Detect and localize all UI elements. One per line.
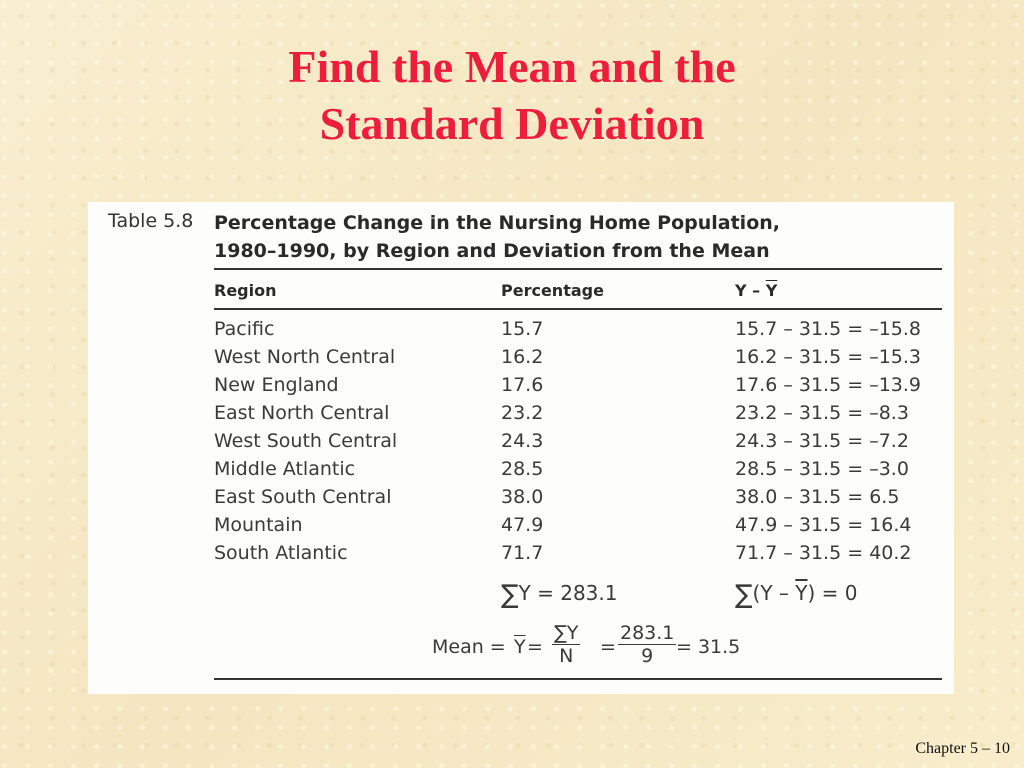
header-region: Region (214, 281, 277, 300)
caption-line-1: Percentage Change in the Nursing Home Population, (214, 212, 780, 234)
title-line-2: Standard Deviation (319, 98, 705, 149)
mean-ybar: $\overline{Y}$ (514, 636, 526, 658)
region-cell: South Atlantic (214, 542, 348, 564)
table-row (88, 430, 954, 458)
table-caption (214, 209, 780, 265)
region-cell: East North Central (214, 402, 390, 424)
table-row (88, 318, 954, 346)
deviation-cell: 47.9 – 31.5 = 16.4 (735, 514, 912, 536)
deviation-cell: 16.2 – 31.5 = –15.3 (735, 346, 921, 368)
region-cell: Middle Atlantic (214, 458, 356, 480)
table-row (88, 402, 954, 430)
mean-label: Mean = (432, 636, 506, 658)
sum-deviation-close: ) = 0 (807, 581, 858, 605)
mean-eq2: = (600, 636, 616, 658)
deviation-cell: 24.3 – 31.5 = –7.2 (735, 430, 909, 452)
region-cell: Pacific (214, 318, 275, 340)
region-cell: Mountain (214, 514, 303, 536)
table-number: Table 5.8 (108, 210, 194, 232)
sum-deviation (735, 580, 857, 610)
fraction-numerator: 283.1 (620, 622, 675, 644)
percentage-cell: 17.6 (501, 374, 544, 396)
fraction-numerator: ∑Y (554, 622, 579, 644)
table-bottom-rule (214, 678, 942, 680)
table-row (88, 458, 954, 486)
deviation-cell: 71.7 – 31.5 = 40.2 (735, 542, 912, 564)
header-rule (214, 308, 942, 310)
mean-fraction-symbolic (552, 622, 580, 667)
sum-deviation-open: (Y – (752, 581, 796, 605)
table-figure (88, 202, 954, 694)
fraction-denominator: 9 (641, 645, 654, 667)
title-line-1: Find the Mean and the (288, 41, 736, 92)
sum-deviation-ybar: $\overline{Y}$ (795, 581, 808, 605)
region-cell: West North Central (214, 346, 396, 368)
slide-footer: Chapter 5 – 10 (915, 740, 1010, 757)
region-cell: West South Central (214, 430, 398, 452)
slide-title (0, 38, 1024, 152)
sum-percentage (501, 580, 617, 610)
caption-line-2: 1980–1990, by Region and Deviation from the Mean (214, 240, 770, 262)
percentage-cell: 16.2 (501, 346, 544, 368)
header-percentage: Percentage (501, 281, 604, 300)
table-row (88, 374, 954, 402)
deviation-cell: 28.5 – 31.5 = –3.0 (735, 458, 909, 480)
percentage-cell: 38.0 (501, 486, 544, 508)
table-row (88, 346, 954, 374)
percentage-cell: 47.9 (501, 514, 544, 536)
fraction-denominator: N (559, 645, 574, 667)
table-row (88, 514, 954, 542)
deviation-cell: 17.6 – 31.5 = –13.9 (735, 374, 921, 396)
deviation-cell: 15.7 – 31.5 = –15.8 (735, 318, 921, 340)
mean-formula (432, 622, 752, 682)
region-cell: New England (214, 374, 339, 396)
sigma-symbol: ∑ (735, 580, 753, 610)
sum-percentage-expr: Y = 283.1 (518, 581, 618, 605)
deviation-cell: 38.0 – 31.5 = 6.5 (735, 486, 900, 508)
mean-fraction-numeric (618, 622, 676, 667)
mean-eq1: = (527, 636, 543, 658)
header-deviation: Y – $\overline{Y}$ (735, 281, 778, 300)
percentage-cell: 15.7 (501, 318, 544, 340)
percentage-cell: 28.5 (501, 458, 544, 480)
percentage-cell: 24.3 (501, 430, 544, 452)
table-row (88, 486, 954, 514)
table-top-rule (214, 268, 942, 270)
region-cell: East South Central (214, 486, 392, 508)
sigma-symbol: ∑ (501, 580, 519, 610)
deviation-cell: 23.2 – 31.5 = –8.3 (735, 402, 909, 424)
table-row (88, 542, 954, 570)
mean-result: = 31.5 (676, 636, 741, 658)
percentage-cell: 23.2 (501, 402, 544, 424)
percentage-cell: 71.7 (501, 542, 544, 564)
